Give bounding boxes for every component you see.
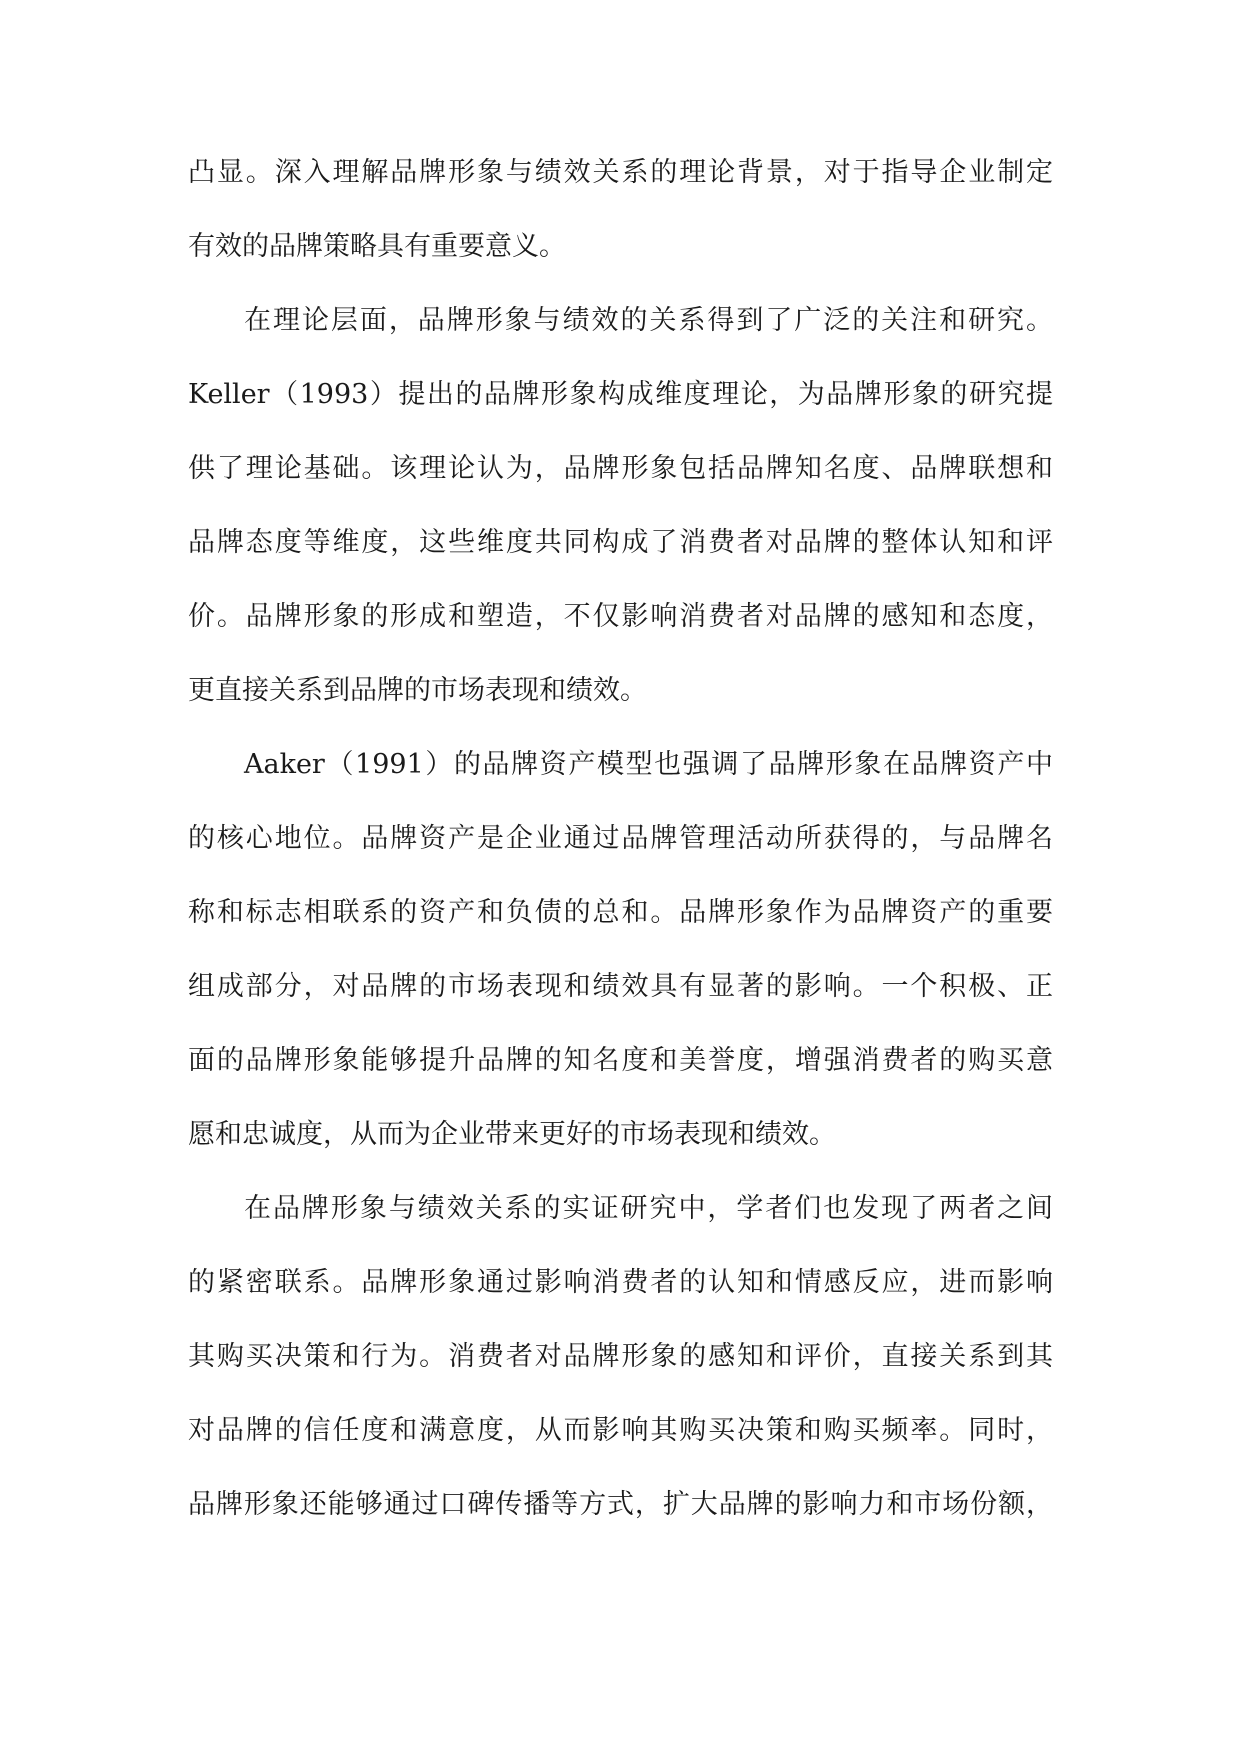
text-line: 愿和忠诚度，从而为企业带来更好的市场表现和绩效。 bbox=[188, 1119, 836, 1150]
text-line: 其购买决策和行为。消费者对品牌形象的感知和评价，直接关系到其 bbox=[188, 1341, 1053, 1372]
text-line: 称和标志相联系的资产和负债的总和。品牌形象作为品牌资产的重要 bbox=[188, 897, 1053, 928]
document-page bbox=[188, 136, 1053, 1542]
text-line: 对品牌的信任度和满意度，从而影响其购买决策和购买频率。同时， bbox=[188, 1415, 1053, 1446]
text-line: 更直接关系到品牌的市场表现和绩效。 bbox=[188, 675, 647, 706]
paragraph-4 bbox=[188, 1172, 1053, 1542]
paragraph-3 bbox=[188, 728, 1053, 1172]
paragraph-2 bbox=[188, 284, 1053, 728]
text-line: Keller（1993）提出的品牌形象构成维度理论，为品牌形象的研究提 bbox=[188, 379, 1053, 410]
text-line: 在品牌形象与绩效关系的实证研究中，学者们也发现了两者之间 bbox=[244, 1193, 1053, 1224]
text-line: Aaker（1991）的品牌资产模型也强调了品牌形象在品牌资产中 bbox=[244, 749, 1053, 780]
text-line: 供了理论基础。该理论认为，品牌形象包括品牌知名度、品牌联想和 bbox=[188, 453, 1053, 484]
text-line: 品牌形象还能够通过口碑传播等方式，扩大品牌的影响力和市场份额， bbox=[188, 1489, 1053, 1520]
text-line: 组成部分，对品牌的市场表现和绩效具有显著的影响。一个积极、正 bbox=[188, 971, 1053, 1002]
text-line: 的核心地位。品牌资产是企业通过品牌管理活动所获得的，与品牌名 bbox=[188, 823, 1053, 854]
text-line: 品牌态度等维度，这些维度共同构成了消费者对品牌的整体认知和评 bbox=[188, 527, 1053, 558]
paragraph-1 bbox=[188, 136, 1053, 284]
text-line: 的紧密联系。品牌形象通过影响消费者的认知和情感反应，进而影响 bbox=[188, 1267, 1053, 1298]
text-line: 面的品牌形象能够提升品牌的知名度和美誉度，增强消费者的购买意 bbox=[188, 1045, 1053, 1076]
text-line: 凸显。深入理解品牌形象与绩效关系的理论背景，对于指导企业制定 bbox=[188, 157, 1053, 188]
text-line: 在理论层面，品牌形象与绩效的关系得到了广泛的关注和研究。 bbox=[244, 305, 1053, 336]
text-line: 有效的品牌策略具有重要意义。 bbox=[188, 231, 566, 262]
text-line: 价。品牌形象的形成和塑造，不仅影响消费者对品牌的感知和态度， bbox=[188, 601, 1053, 632]
